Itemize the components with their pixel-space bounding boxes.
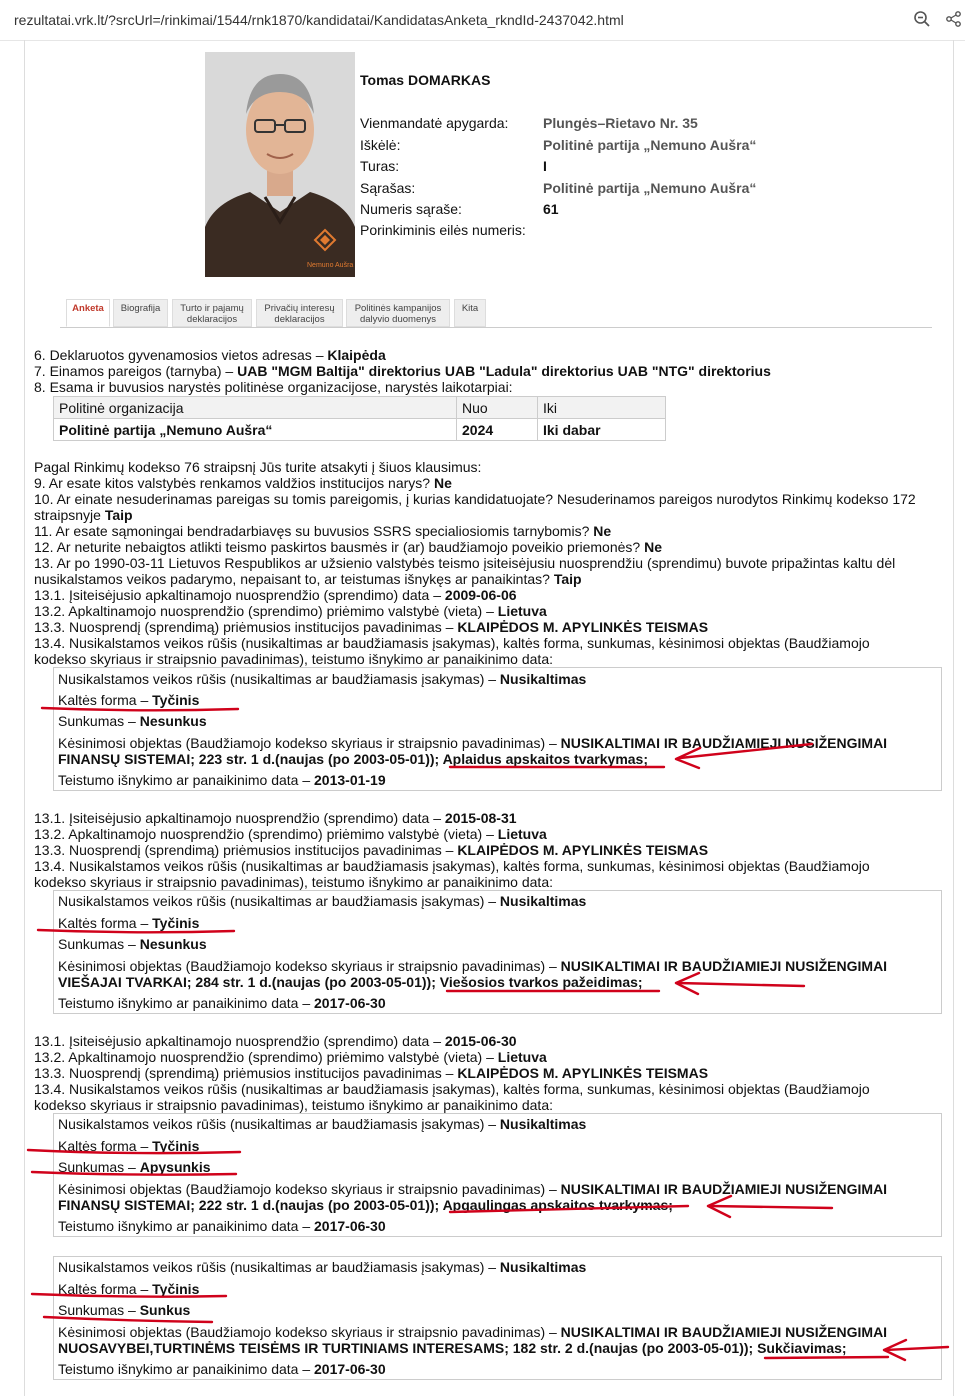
- underline-mark: [765, 1357, 888, 1358]
- info-label-sarasas: Sąrašas:: [360, 180, 416, 196]
- conviction-3-date: 13.1. Įsiteisėjusio apkaltinamojo nuosprendžio (sprendimo) data – 2015-06-30: [34, 1033, 517, 1049]
- tab-label: Biografija: [120, 303, 161, 314]
- conviction-2-court: 13.3. Nuosprendį (sprendimą) priėmusios institucijos pavadinimas – KLAIPĖDOS M. APYLINKĖS TEISMAS: [34, 842, 709, 858]
- case-istumas: Teistumo išnykimo ar panaikinimo data – 2017-06-30: [58, 995, 386, 1011]
- conviction-1-desc-cont: kodekso skyriaus ir straipsnio pavadinimas), teistumo išnykimo ar panaikinimo data:: [34, 651, 553, 667]
- table-header: Iki: [538, 397, 666, 419]
- conviction-2-desc-cont: kodekso skyriaus ir straipsnio pavadinimas), teistumo išnykimo ar panaikinimo data:: [34, 874, 553, 890]
- underline-mark: [38, 930, 234, 932]
- tab-label: Anketa: [72, 303, 104, 314]
- case-sunkumas: Sunkumas – Nesunkus: [58, 713, 207, 729]
- info-label-porinkiminis: Porinkiminis eilės numeris:: [360, 222, 526, 238]
- case-sunkumas: Sunkumas – Apysunkis: [58, 1159, 211, 1175]
- item-7: 7. Einamos pareigos (tarnyba) – UAB "MGM Baltija" direktorius UAB "Ladula" direktorius UAB "NTG" direktorius: [34, 363, 771, 379]
- case-rusis: Nusikalstamos veikos rūšis (nusikaltimas ar baudžiamasis įsakymas) – Nusikaltimas: [58, 671, 587, 687]
- arrow-line: [886, 1347, 948, 1350]
- url-text[interactable]: rezultatai.vrk.lt/?srcUrl=/rinkimai/1544/rnk1870/kandidatai/KandidatasAnketa_rkndId-2437042.html: [14, 12, 624, 28]
- questions-intro: Pagal Rinkimų kodekso 76 straipsnį Jūs turite atsakyti į šiuos klausimus:: [34, 459, 482, 475]
- shirt-logo-text: Nemuno Aušra: [307, 262, 354, 269]
- table-header: Politinė organizacija: [54, 397, 457, 419]
- underline-mark: [32, 1172, 236, 1175]
- case-objektas-cont: VIEŠAJAI TVARKAI; 284 str. 1 d.(naujas (po 2003-05-01)); Viešosios tvarkos pažeidimas;: [58, 974, 643, 990]
- case-istumas: Teistumo išnykimo ar panaikinimo data – 2017-06-30: [58, 1361, 386, 1377]
- underline-mark: [450, 1206, 688, 1212]
- question-9: 9. Ar esate kitos valstybės renkamos valdžios institucijos narys? Ne: [34, 475, 452, 491]
- info-value-sarasas[interactable]: Politinė partija „Nemuno Aušra“: [543, 180, 757, 196]
- arrow-line: [710, 1206, 832, 1208]
- tab-label: Privačių interesų: [264, 303, 335, 314]
- case-objektas: Kėsinimosi objektas (Baudžiamojo kodekso skyriaus ir straipsnio pavadinimas) – NUSIKALTIMAI IR BAUDŽIAMIEJI NUSIŽENGIMAI: [58, 1324, 888, 1340]
- item-6: 6. Deklaruotos gyvenamosios vietos adresas – Klaipėda: [34, 347, 386, 363]
- tab-label-2: dalyvio duomenys: [359, 314, 437, 325]
- underline-mark: [42, 708, 238, 710]
- question-13: 13. Ar po 1990-03-11 Lietuvos Respublikos ar užsienio valstybės teismo įsiteisėjusiu nuosprendžiu (sprendimu) buvote pripažintas kaltu dėl: [34, 555, 896, 571]
- item-8: 8. Esama ir buvusios narystės politinėse organizacijose, narystės laikotarpiai:: [34, 379, 513, 395]
- info-value-turas: I: [543, 158, 547, 174]
- table-cell: Politinė partija „Nemuno Aušra“: [54, 419, 457, 441]
- case-objektas: Kėsinimosi objektas (Baudžiamojo kodekso skyriaus ir straipsnio pavadinimas) – NUSIKALTIMAI IR BAUDŽIAMIEJI NUSIŽENGIMAI: [58, 958, 888, 974]
- info-label-turas: Turas:: [360, 158, 400, 174]
- info-value-iskele[interactable]: Politinė partija „Nemuno Aušra“: [543, 137, 757, 153]
- info-label-numeris: Numeris sąraše:: [360, 201, 462, 217]
- underline-mark: [44, 1317, 212, 1322]
- conviction-3-country: 13.2. Apkaltinamojo nuosprendžio (sprendimo) priėmimo valstybė (vieta) – Lietuva: [34, 1049, 547, 1065]
- conviction-3-desc-cont: kodekso skyriaus ir straipsnio pavadinimas), teistumo išnykimo ar panaikinimo data:: [34, 1097, 553, 1113]
- conviction-2-date: 13.1. Įsiteisėjusio apkaltinamojo nuosprendžio (sprendimo) data – 2015-08-31: [34, 810, 517, 826]
- case-rusis: Nusikalstamos veikos rūšis (nusikaltimas ar baudžiamasis įsakymas) – Nusikaltimas: [58, 1259, 587, 1275]
- tab-label-2: deklaracijos: [186, 314, 238, 325]
- tab-label: Kita: [461, 303, 479, 314]
- case-rusis: Nusikalstamos veikos rūšis (nusikaltimas ar baudžiamasis įsakymas) – Nusikaltimas: [58, 893, 587, 909]
- tab-label: Turto ir pajamų: [180, 303, 244, 314]
- conviction-1-country: 13.2. Apkaltinamojo nuosprendžio (sprendimo) priėmimo valstybė (vieta) – Lietuva: [34, 603, 547, 619]
- case-istumas: Teistumo išnykimo ar panaikinimo data – 2013-01-19: [58, 772, 386, 788]
- conviction-3-desc: 13.4. Nusikalstamos veikos rūšis (nusikaltimas ar baudžiamasis įsakymas), kaltės forma, sunkumas, kėsinimosi objektas (Baudžiamojo: [34, 1081, 870, 1097]
- conviction-2-desc: 13.4. Nusikalstamos veikos rūšis (nusikaltimas ar baudžiamasis įsakymas), kaltės forma, sunkumas, kėsinimosi objektas (Baudžiamojo: [34, 858, 870, 874]
- case-kalte: Kaltės forma – Tyčinis: [58, 692, 200, 708]
- question-10-cont: straipsnyje Taip: [34, 507, 133, 523]
- case-objektas: Kėsinimosi objektas (Baudžiamojo kodekso skyriaus ir straipsnio pavadinimas) – NUSIKALTIMAI IR BAUDŽIAMIEJI NUSIŽENGIMAI: [58, 735, 888, 751]
- underline-mark: [32, 1294, 226, 1297]
- info-label-iskele: Iškėlė:: [360, 137, 401, 153]
- table-header: Nuo: [457, 397, 538, 419]
- case-kalte: Kaltės forma – Tyčinis: [58, 1138, 200, 1154]
- case-objektas: Kėsinimosi objektas (Baudžiamojo kodekso skyriaus ir straipsnio pavadinimas) – NUSIKALTIMAI IR BAUDŽIAMIEJI NUSIŽENGIMAI: [58, 1181, 888, 1197]
- conviction-1-desc: 13.4. Nusikalstamos veikos rūšis (nusikaltimas ar baudžiamasis įsakymas), kaltės forma, sunkumas, kėsinimosi objektas (Baudžiamojo: [34, 635, 870, 651]
- info-value-numeris: 61: [543, 201, 559, 217]
- table-cell: Iki dabar: [538, 419, 666, 441]
- table-cell: 2024: [457, 419, 538, 441]
- case-objektas-cont: FINANSŲ SISTEMAI; 223 str. 1 d.(naujas (po 2003-05-01)); Aplaidus apskaitos tvarkymas;: [58, 751, 648, 767]
- arrow-line: [680, 744, 812, 758]
- info-value-apygarda[interactable]: Plungės–Rietavo Nr. 35: [543, 115, 698, 131]
- info-label-apygarda: Vienmandatė apygarda:: [360, 115, 509, 131]
- conviction-3-court: 13.3. Nuosprendį (sprendimą) priėmusios institucijos pavadinimas – KLAIPĖDOS M. APYLINKĖS TEISMAS: [34, 1065, 709, 1081]
- case-objektas-cont: FINANSŲ SISTEMAI; 222 str. 1 d.(naujas (po 2003-05-01)); Apgaulingas apskaitos tvarkymas;: [58, 1197, 673, 1213]
- candidate-name: Tomas DOMARKAS: [360, 72, 491, 88]
- underline-mark: [28, 1150, 240, 1153]
- case-istumas: Teistumo išnykimo ar panaikinimo data – 2017-06-30: [58, 1218, 386, 1234]
- conviction-1-date: 13.1. Įsiteisėjusio apkaltinamojo nuosprendžio (sprendimo) data – 2009-06-06: [34, 587, 517, 603]
- arrow-line: [678, 983, 804, 986]
- case-kalte: Kaltės forma – Tyčinis: [58, 915, 200, 931]
- case-objektas-cont: NUOSAVYBEI,TURTINĖMS TEISĖMS IR TURTINIAMS INTERESAMS; 182 str. 2 d.(naujas (po 2003-05-01)); Sukčiavimas;: [58, 1340, 847, 1356]
- question-12: 12. Ar neturite nebaigtos atlikti teismo paskirtos bausmės ir (ar) baudžiamojo poveikio priemonės? Ne: [34, 539, 662, 555]
- case-sunkumas: Sunkumas – Nesunkus: [58, 936, 207, 952]
- question-10: 10. Ar einate nesuderinamas pareigas su tomis pareigomis, į kurias kandidatuojate? Nesuderinamos pareigos nurodytos Rinkimų kodekso 172: [34, 491, 916, 507]
- question-13-cont: nusikalstamos veikos padarymo, nepaisant to, ar teistumas išnykęs ar panaikintas? Taip: [34, 571, 582, 587]
- case-kalte: Kaltės forma – Tyčinis: [58, 1281, 200, 1297]
- tab-label-2: deklaracijos: [274, 314, 325, 325]
- tab-label: Politinės kampanijos: [354, 303, 442, 314]
- case-sunkumas: Sunkumas – Sunkus: [58, 1302, 191, 1318]
- question-11: 11. Ar esate sąmoningai bendradarbiavęs su buvusios SSRS specialiosiomis tarnybomis? Ne: [34, 523, 612, 539]
- case-rusis: Nusikalstamos veikos rūšis (nusikaltimas ar baudžiamasis įsakymas) – Nusikaltimas: [58, 1116, 587, 1132]
- conviction-2-country: 13.2. Apkaltinamojo nuosprendžio (sprendimo) priėmimo valstybė (vieta) – Lietuva: [34, 826, 547, 842]
- conviction-1-court: 13.3. Nuosprendį (sprendimą) priėmusios institucijos pavadinimas – KLAIPĖDOS M. APYLINKĖS TEISMAS: [34, 619, 709, 635]
